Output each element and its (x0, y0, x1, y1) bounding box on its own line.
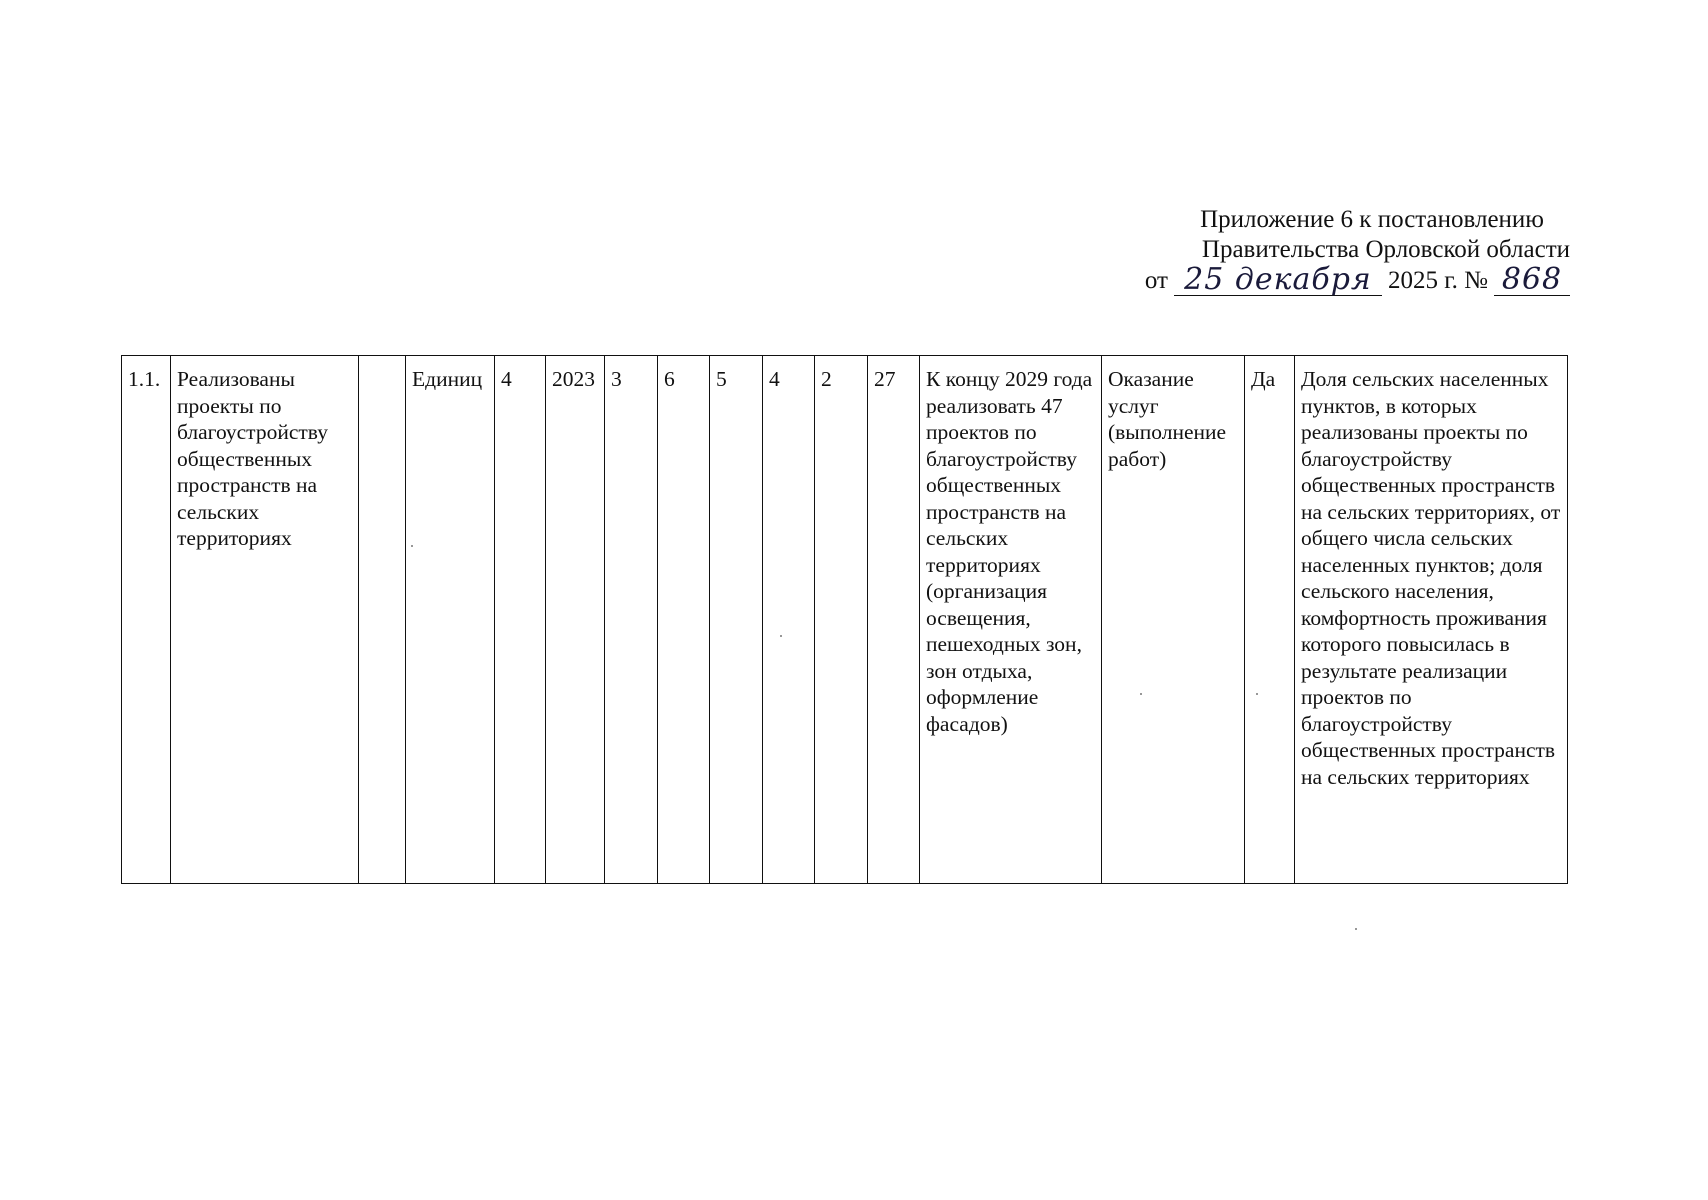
year-text: 2025 г. № (1387, 267, 1488, 294)
scan-speck (1355, 928, 1357, 930)
scan-speck (1140, 693, 1142, 695)
cell-name: Реализованы проекты по благоустройству общественных пространств на сельских территориях (171, 356, 359, 884)
cell-unit: Единиц (406, 356, 495, 884)
handwritten-date: 25 декабря (1174, 265, 1382, 296)
cell-value-3: 5 (710, 356, 763, 884)
appendix-header (1010, 205, 1570, 296)
cell-description: К концу 2029 года реализовать 47 проектов по благоустройству общественных пространств на сельских территориях (организация освещения, пешеходных зон, зон отдыха, оформление фасадов) (920, 356, 1102, 884)
cell-value-2: 6 (658, 356, 710, 884)
table-row (122, 356, 1568, 884)
header-date-line (1010, 262, 1570, 297)
cell-base-year: 2023 (546, 356, 605, 884)
cell-value-4: 4 (763, 356, 815, 884)
cell-link: Доля сельских населенных пунктов, в которых реализованы проекты по благоустройству общественных пространств на сельских территориях, от общего числа сельских населенных пунктов; доля сельского населения, комфортность проживания которого повысилась в результате реализации проектов по благоустройству общественных пространств на сельских территориях (1295, 356, 1568, 884)
header-line-1: Приложение 6 к постановлению (1200, 206, 1544, 233)
cell-value-5: 2 (815, 356, 868, 884)
cell-flag: Да (1245, 356, 1295, 884)
cell-number: 1.1. (122, 356, 171, 884)
cell-total: 27 (868, 356, 920, 884)
project-table (121, 355, 1568, 884)
cell-blank (359, 356, 406, 884)
scan-speck (1256, 693, 1258, 695)
cell-type: Оказание услуг (выполнение работ) (1102, 356, 1245, 884)
header-line-2: Правительства Орловской области (1201, 236, 1570, 263)
date-prefix: от (1144, 267, 1168, 294)
cell-value-1: 3 (605, 356, 658, 884)
scan-speck (780, 635, 782, 637)
scan-speck (411, 545, 413, 547)
cell-base-value: 4 (495, 356, 546, 884)
handwritten-number: 868 (1494, 265, 1570, 296)
